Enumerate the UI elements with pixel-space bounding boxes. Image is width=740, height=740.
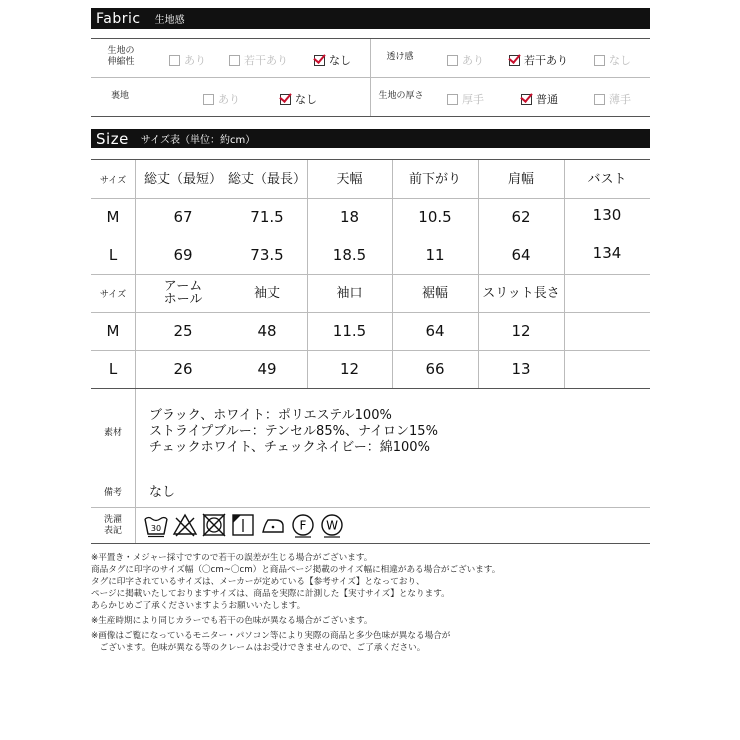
header-armhole <box>143 274 223 312</box>
table-cell: 64 <box>425 322 445 340</box>
material-text <box>149 408 438 456</box>
thickness-option-normal[interactable]: 普通 <box>521 91 558 107</box>
header-front-drop: 前下がり <box>408 171 461 187</box>
table-cell: 130 <box>592 206 622 224</box>
sheer-option-slight[interactable]: 若干あり <box>509 52 568 68</box>
material-line: チェックホワイト、チェックネイビー：綿100% <box>149 440 430 455</box>
table-cell: 13 <box>511 360 531 378</box>
thickness-option-thin[interactable]: 薄手 <box>594 91 631 107</box>
checked-checkbox-icon <box>280 94 291 105</box>
fabric-header-en: Fabric <box>96 10 141 27</box>
table-cell: 25 <box>173 322 193 340</box>
sheer-option-none[interactable]: なし <box>594 52 631 68</box>
header-length-min: 総丈（最短） <box>143 171 222 187</box>
footnote-line: ページに掲載いたしておりますサイズは、商品を実際に計測した【実寸サイズ】となります。 <box>91 589 450 599</box>
col-divider <box>135 389 136 543</box>
header-shoulder: 肩幅 <box>507 171 534 187</box>
size-m: M <box>106 208 120 226</box>
size-label-cell: サイズ <box>99 175 127 186</box>
table-cell: 73.5 <box>250 246 284 264</box>
wash-30-icon <box>143 512 169 538</box>
checkbox-icon <box>203 94 214 105</box>
footnote-line: 商品タグに印字のサイズ幅（〇cm~〇cm）と商品ページ掲載のサイズ幅に相違がある場合がございます。 <box>91 565 501 575</box>
footnote-line: ※生産時期により同じカラーでも若干の色味が異なる場合がございます。 <box>91 616 373 626</box>
header-hem-width: 裾幅 <box>421 285 448 301</box>
footnote-line: ※画像はご覧になっているモニター・パソコン等により実際の商品と多少色味が異なる場合が <box>91 631 451 641</box>
thickness-option-thick[interactable]: 厚手 <box>447 91 484 107</box>
table-cell: 12 <box>511 322 531 340</box>
care-label-line1: 洗濯 <box>103 515 122 525</box>
table-cell: 134 <box>592 244 622 262</box>
checked-checkbox-icon <box>521 94 532 105</box>
header-sleeve-length: 袖丈 <box>253 285 280 301</box>
header-bust: バスト <box>587 171 627 187</box>
size-header-en: Size <box>96 129 129 148</box>
no-bleach-icon <box>172 512 198 538</box>
fabric-header-jp: 生地感 <box>154 15 185 26</box>
footnote-line: ※平置き・メジャー採寸ですので若干の誤差が生じる場合がございます。 <box>91 553 373 563</box>
table-cell: 10.5 <box>418 208 452 226</box>
checkbox-icon <box>169 55 180 66</box>
size-header-jp: サイズ表（単位：約cm） <box>140 135 256 146</box>
fabric-table <box>91 38 650 117</box>
fabric-divider <box>370 39 371 77</box>
fabric-row-2 <box>91 78 650 116</box>
table-cell: 66 <box>425 360 445 378</box>
table-cell: 62 <box>511 208 531 226</box>
table-cell: 26 <box>173 360 193 378</box>
header-armhole-line2: ホール <box>163 292 203 307</box>
header-length-max: 総丈（最長） <box>227 171 306 187</box>
checkbox-icon <box>229 55 240 66</box>
lining-option-none[interactable]: なし <box>280 91 317 107</box>
material-table <box>91 388 650 544</box>
footnote-line: あらかじめご了承くださいますようお願いいたします。 <box>91 601 306 611</box>
remarks-value: なし <box>149 485 176 500</box>
fabric-row-1 <box>91 39 650 78</box>
header-slit-length: スリット長さ <box>482 285 560 301</box>
table-cell: 64 <box>511 246 531 264</box>
table-cell: 18.5 <box>332 246 367 264</box>
stretch-option-slight[interactable]: 若干あり <box>229 52 288 68</box>
checkbox-icon <box>447 94 458 105</box>
material-line: ストライプブルー：テンセル85%、ナイロン15% <box>149 424 438 439</box>
footnote-line: ございます。色味が異なる等のクレームはお受けできませんので、ご了承ください。 <box>91 643 426 653</box>
size-l: L <box>108 246 118 264</box>
dry-letter: F <box>299 518 307 533</box>
stretch-option-none[interactable]: なし <box>314 52 351 68</box>
sheer-option-yes[interactable]: あり <box>447 52 484 68</box>
table-cell: 48 <box>257 322 277 340</box>
lining-label: 裏地 <box>110 91 129 101</box>
table-cell: 11 <box>425 246 445 264</box>
material-line: ブラック、ホワイト：ポリエステル100% <box>149 408 392 423</box>
checked-checkbox-icon <box>314 55 325 66</box>
wash-temp: 30 <box>150 524 162 533</box>
size-label-cell: サイズ <box>99 289 127 300</box>
table-cell: 69 <box>173 246 193 264</box>
table-cell: 67 <box>173 208 193 226</box>
table-cell: 11.5 <box>332 322 367 340</box>
checkbox-icon <box>594 55 605 66</box>
fabric-section-header <box>91 8 650 29</box>
sheer-label: 透け感 <box>386 52 414 62</box>
stretch-option-yes[interactable]: あり <box>169 52 206 68</box>
footnotes <box>91 552 500 654</box>
footnote-line: タグに印字されているサイズは、メーカーが定めている【参考サイズ】となっており、 <box>91 577 425 587</box>
lining-option-yes[interactable]: あり <box>203 91 240 107</box>
material-label: 素材 <box>103 428 122 438</box>
care-symbols <box>143 512 345 538</box>
size-l: L <box>108 360 118 378</box>
wet-letter: W <box>326 518 338 533</box>
header-neck-width: 天幅 <box>336 171 363 187</box>
table-cell: 18 <box>339 208 360 226</box>
checked-checkbox-icon <box>509 55 520 66</box>
table-cell: 12 <box>339 360 360 378</box>
size-table <box>91 159 650 388</box>
care-label <box>91 515 135 537</box>
table-cell: 71.5 <box>250 208 284 226</box>
stretch-label <box>99 46 143 68</box>
care-label-line2: 表記 <box>103 526 122 536</box>
stretch-label-line2: 伸縮性 <box>107 57 135 67</box>
header-armhole-line1: アーム <box>163 279 203 294</box>
wet-clean-w-icon <box>319 512 345 538</box>
size-section-header <box>91 129 650 148</box>
thickness-label: 生地の厚さ <box>378 91 424 101</box>
checkbox-icon <box>594 94 605 105</box>
line-dry-shade-icon <box>230 512 256 538</box>
fabric-divider <box>370 78 371 116</box>
size-m: M <box>106 322 120 340</box>
row-divider <box>91 507 650 508</box>
table-cell: 49 <box>257 360 277 378</box>
iron-icon <box>259 512 287 538</box>
no-tumble-dry-icon <box>201 512 227 538</box>
stretch-label-line1: 生地の <box>107 46 135 56</box>
checkbox-icon <box>447 55 458 66</box>
remarks-label: 備考 <box>103 488 122 498</box>
dry-clean-f-icon <box>290 512 316 538</box>
header-cuff: 袖口 <box>336 285 363 301</box>
